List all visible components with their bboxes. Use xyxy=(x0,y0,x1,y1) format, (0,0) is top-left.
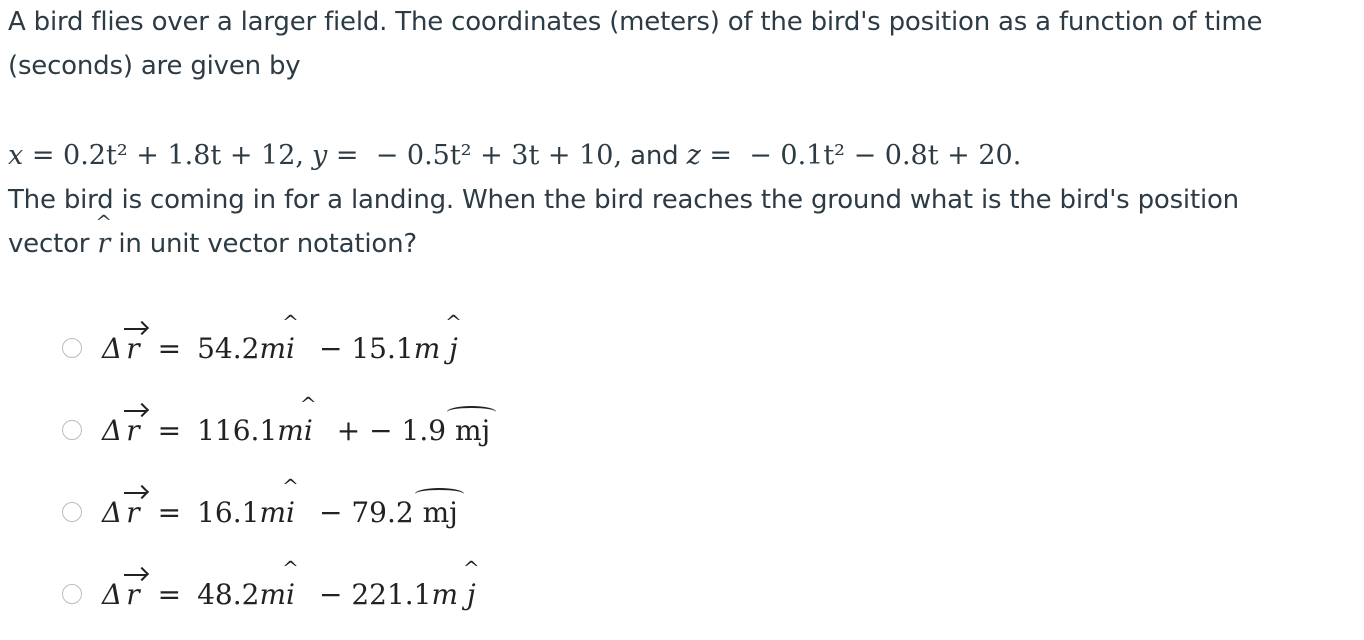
answer-option-2[interactable] xyxy=(62,391,491,460)
answer-expression: Δ r = 16.1 m i ^ − 79.2 mj xyxy=(102,473,458,529)
radio-button[interactable] xyxy=(62,584,82,604)
radio-button[interactable] xyxy=(62,502,82,522)
answer-expression: Δ r = 116.1 m i ^ + − 1.9 mj xyxy=(102,391,491,447)
spacer xyxy=(8,88,1358,132)
question-text xyxy=(8,0,1358,266)
answer-option-3[interactable] xyxy=(62,473,458,542)
answer-expression: Δ r = 54.2 m i ^ − 15.1 m j ^ xyxy=(102,309,462,365)
question-line-1: A bird flies over a larger field. The coordinates (meters) of the bird's position as a function of time xyxy=(8,7,1263,37)
question-line-3: The bird is coming in for a landing. When the bird reaches the ground what is the bird's position xyxy=(8,185,1239,215)
answer-expression: Δ r = 48.2 m i ^ − 221.1 m j ^ xyxy=(102,555,480,611)
equation-line xyxy=(8,134,1358,178)
r-hat-symbol: r ^ xyxy=(95,210,113,259)
y-equation: y = − 0.5t² + 3t + 10, xyxy=(312,140,623,171)
radio-button[interactable] xyxy=(62,420,82,440)
radio-button[interactable] xyxy=(62,338,82,358)
z-equation: z = − 0.1t² − 0.8t + 20. xyxy=(686,140,1022,171)
question-line-4: vector r ^ in unit vector notation? xyxy=(8,222,1358,266)
vector-r: r xyxy=(122,578,139,611)
answer-option-1[interactable] xyxy=(62,309,462,378)
vector-r: r xyxy=(122,496,139,529)
question-line-2: (seconds) are given by xyxy=(8,51,301,81)
x-equation: x = 0.2t² + 1.8t + 12, xyxy=(8,140,304,171)
vector-r: r xyxy=(122,332,139,365)
vector-r: r xyxy=(122,414,139,447)
and-word: and xyxy=(630,141,679,171)
answer-option-4[interactable] xyxy=(62,555,480,624)
